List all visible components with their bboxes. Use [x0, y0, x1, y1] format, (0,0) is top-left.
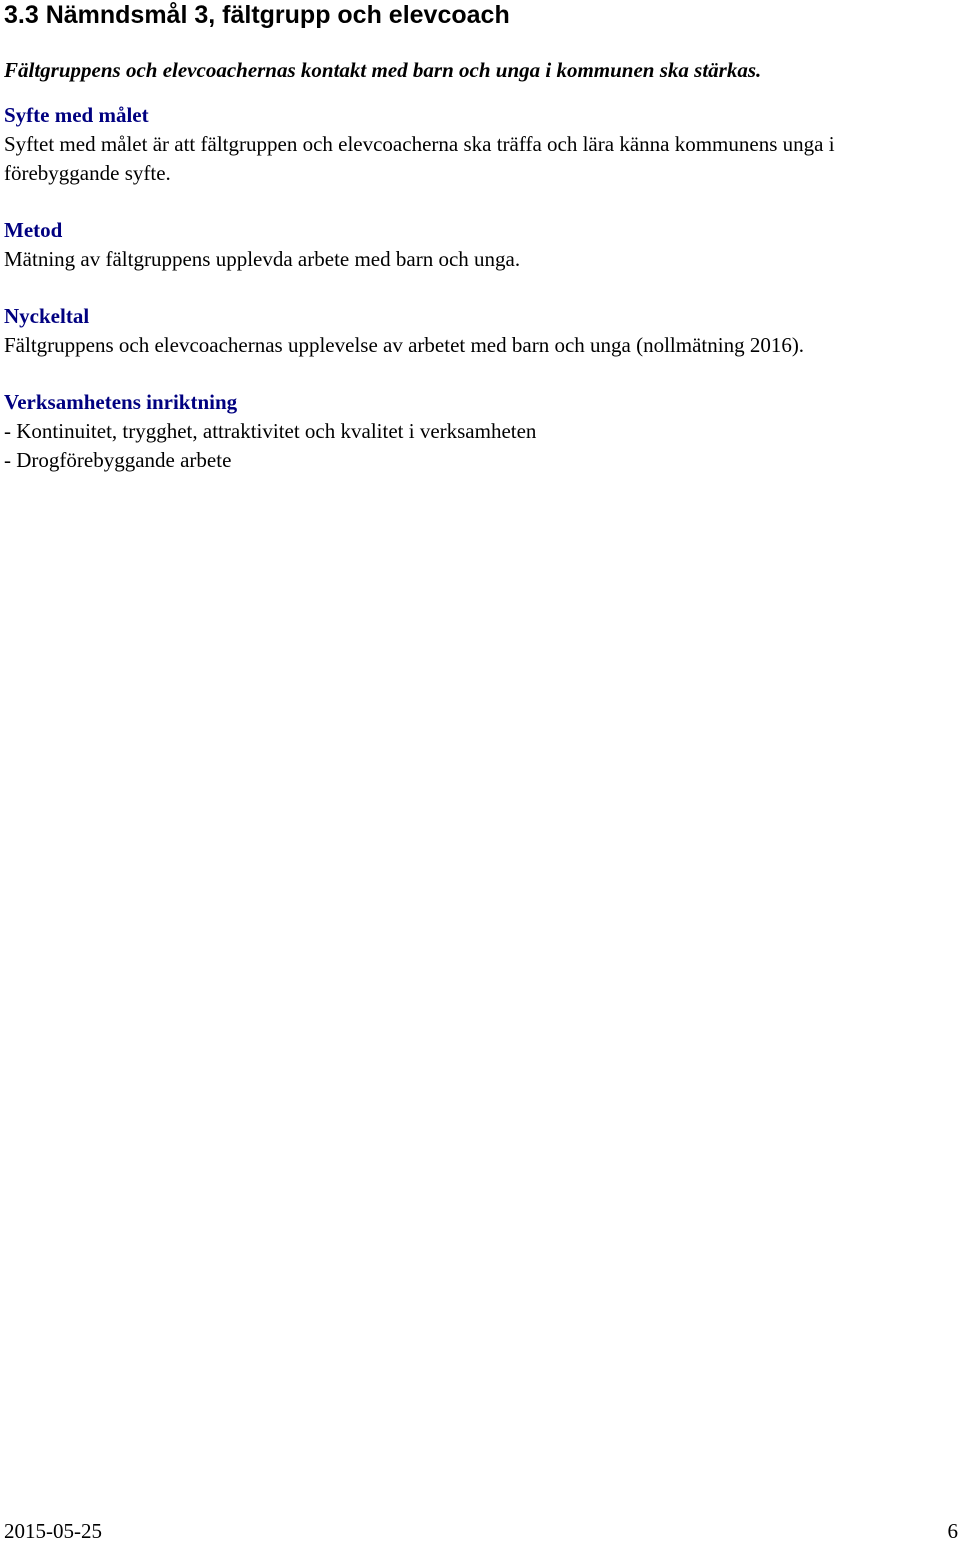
section-title-purpose: Syfte med målet	[4, 103, 149, 127]
section-method	[4, 216, 954, 274]
section-text-purpose: Syftet med målet är att fältgruppen och elevcoacherna ska träffa och lära känna kommunens unga i förebyggande syfte.	[4, 132, 835, 185]
section-key-figures	[4, 302, 954, 360]
section-title-key-figures: Nyckeltal	[4, 304, 90, 328]
section-text-method: Mätning av fältgruppens upplevda arbete med barn och unga.	[4, 247, 521, 271]
page-number: 6	[947, 1519, 958, 1543]
section-title-orientation: Verksamhetens inriktning	[4, 390, 238, 414]
section-text-key-figures: Fältgruppens och elevcoachernas upplevelse av arbetet med barn och unga (nollmätning 2016).	[4, 333, 805, 357]
list-item: - Kontinuitet, trygghet, attraktivitet och kvalitet i verksamheten	[4, 419, 537, 443]
list-item: - Drogförebyggande arbete	[4, 448, 232, 472]
page-footer	[0, 1518, 960, 1544]
footer-date: 2015-05-25	[4, 1519, 102, 1543]
section-purpose	[4, 101, 954, 188]
section-orientation	[4, 388, 954, 475]
page-title: 3.3 Nämndsmål 3, fältgrupp och elevcoach	[4, 1, 510, 29]
document-body	[4, 56, 954, 503]
goal-subtitle: Fältgruppens och elevcoachernas kontakt med barn och unga i kommunen ska stärkas.	[4, 58, 762, 82]
section-title-method: Metod	[4, 218, 63, 242]
